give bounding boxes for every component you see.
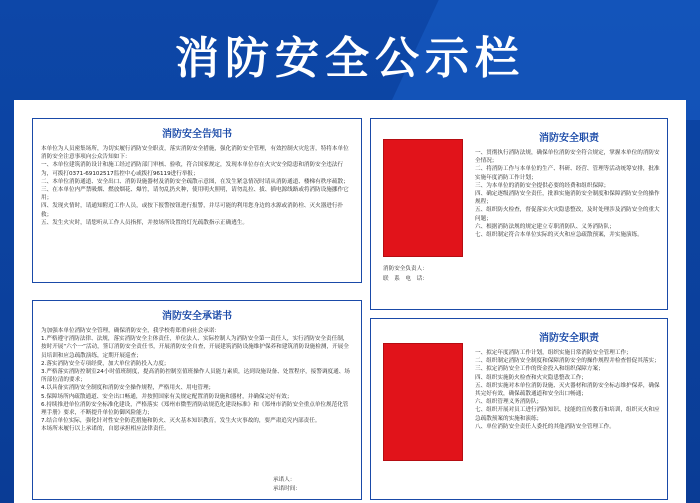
promise-item: 7.结合单位实际，强化针对性安全防范措施和防火、灭火基本知识教育，发生火灾事故的，要严肃追究内部责任。 (41, 418, 321, 425)
notice-item: 一、本单位建筑消防设计和施工经过消防部门审核、验收，符合国家规定，发现本单位存在火灾安全隐患和消防安全违法行为，可拨打0371-69102517监控中心或拨打96119进行举报； (41, 162, 344, 177)
duty-box-1 (370, 118, 668, 310)
promise-item: 6.持续推进单位消防安全标准化建设，严格落实《郑州市微型消防站规范化建设标准》和《郑州市消防安全重点单位规范化管理手册》要求，不断提升单位防御风险能力； (41, 401, 349, 417)
duty2-item: 四、组织实施防火检查和火灾隐患整改工作； (475, 374, 587, 381)
duty2-item: 八、单位消防安全责任人委托的其他消防安全管理工作。 (475, 423, 615, 430)
notice-item: 四、发现火情时，请通知附近工作人员，或按下报警按钮进行报警，并尽可能的利用您身边的水源或消防栓、灭火器进行扑救； (41, 203, 344, 218)
promise-item: 4.以具备实消防安全制度和消防安全操作规程，严格用火、用电管理； (41, 385, 215, 392)
promise-date: 承诺时间： (273, 486, 301, 492)
duty2-item: 一、拟定年度消防工作计划，组织实施日常消防安全管理工作； (475, 350, 632, 356)
promise-body (33, 327, 361, 434)
promise-heading: 消防安全承诺书 (162, 311, 232, 322)
notice-body (33, 145, 361, 227)
promise-intro: 为加强本单位消防安全管理，确保消防安全，我学校将郑重向社会承诺： (41, 328, 221, 334)
promise-item: 2.落实消防安全专项经费，加大单位消防投入力度； (41, 360, 170, 367)
bulletin-board (14, 100, 686, 503)
page-title: 消防安全公示栏 (175, 33, 525, 84)
promise-signer: 承诺人： (273, 477, 296, 483)
promise-item: 本场所未履行以上承诺的，自愿承担相应法律责任。 (41, 426, 170, 433)
duty2-content (471, 319, 667, 431)
promise-item: 1.严格遵守消防法律、法规，落实消防安全主体责任，单位法人、实际控制人为消防安全第一责任人，实行消防安全责任制，按时开展“六个一”活动，签订消防安全责任书，开展消防安全自查，开展建筑消防设施维护保养和建筑消防设施检测，开展全员培训和应急疏散演练，定期开展巡查； (41, 336, 349, 359)
notice-item: 三、在本单位内严禁吸烟、燃放烟花、爆竹，请勿乱扔火种，使用明火照明，请勿乱拉、拔、插电源线路或将消防设施挪作它用； (41, 187, 349, 202)
notice-item: 二、本单位消防通道、安全出口、消防设施器材及消防安全疏散示意图，在发生紧急情况时请从消防通道、楼梯有秩序疏散； (41, 178, 349, 185)
duty1-item: 二、将消防工作与本单位的生产、科研、经营、管理等活动统筹安排，批准实施年度消防工作计划； (475, 166, 660, 181)
duty1-item: 一、贯彻执行消防法规，确保单位消防安全符合规定，掌握本单位的消防安全情况； (475, 150, 660, 165)
duty2-heading: 消防安全职责 (539, 333, 599, 344)
duty2-item: 六、组织管理义务消防队； (475, 399, 543, 406)
promise-box (32, 300, 362, 500)
duty1-item: 三、为本单位的消防安全提供必要的经费和组织保障； (475, 182, 610, 189)
red-photo-panel (383, 343, 463, 461)
notice-heading: 消防安全告知书 (162, 129, 232, 140)
contact-phone-label: 联 系 电 话： (383, 276, 428, 282)
promise-item: 5.保障场所内疏散通道、安全出口畅通，并按照国家有关规定配置消防设施和器材，并确保完好有效； (41, 393, 293, 400)
duty-box-2 (370, 318, 668, 500)
red-photo-panel (383, 139, 463, 257)
duty1-body (471, 149, 667, 239)
duty2-item: 二、组织制定消防安全制度和保障消防安全的操作规程并检查督促其落实； (475, 358, 660, 365)
notice-box (32, 118, 362, 283)
duty1-content (471, 119, 667, 239)
duty1-item: 六、根据消防法规的规定建立专职消防队、义务消防队； (475, 223, 615, 230)
duty1-item: 五、组织防火检查，督促落实火灾隐患整改，及时处理涉及消防安全的重大问题； (475, 207, 660, 222)
notice-item: 五、发生火灾时，请您听从工作人员指挥，并按场所设置的灯光疏散指示正确逃生。 (41, 219, 248, 226)
duty2-body (471, 349, 667, 431)
duty1-heading: 消防安全职责 (539, 133, 599, 144)
responsible-person-label: 消防安全负责人： (383, 266, 428, 272)
notice-intro: 本单位为人员密集场所，为切实履行消防安全职责，落实消防安全措施，强化消防安全管理，有效控制火灾危害，特将本单位消防安全注意事项向公众告知如下： (41, 146, 349, 161)
duty2-item: 三、拟定消防安全工作的资金投入和组织保障方案； (475, 366, 604, 373)
promise-item: 3.严格落实消防控制室24小时值班制度，提高消防控制室值班操作人员能力素质，达到设施设备、处置程序，接警调度通、场所部位清的要求； (41, 369, 350, 384)
duty1-item: 四、确定逐级消防安全责任，批准实施消防安全制度和保障消防安全的操作规程； (475, 191, 660, 206)
duty2-item: 五、组织实施对本单位消防设施、灭火器材和消防安全标志维护保养，确保其完好有效，确保疏散通道和安全出口畅通； (475, 382, 660, 398)
duty2-item: 七、组织开展对员工进行消防知识、技能的宣传教育和培训，组织灭火和应急疏散预案的实施和演练； (475, 407, 660, 422)
duty1-item: 七、组织制定符合本单位实际的灭火和应急疏散预案，并实施演练。 (475, 232, 643, 239)
